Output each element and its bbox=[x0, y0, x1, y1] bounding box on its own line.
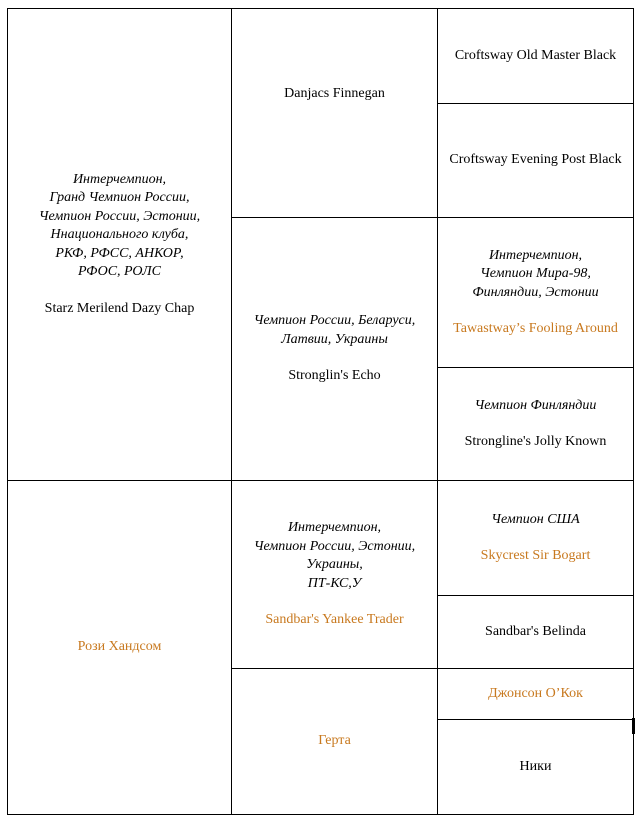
dss-cell bbox=[437, 480, 634, 596]
border-tick-mark bbox=[632, 718, 635, 734]
ddd-name: Ники bbox=[519, 758, 552, 774]
dam-dam-cell bbox=[231, 668, 438, 815]
sds-name: Tawastway’s Fooling Around bbox=[453, 321, 618, 336]
sire-dam-titles: Чемпион России, Беларуси, Латвии, Украины bbox=[253, 313, 416, 347]
sdd-titles: Чемпион Финляндии bbox=[474, 397, 597, 413]
dds-cell bbox=[437, 668, 634, 720]
sire-sire-name: Danjacs Finnegan bbox=[284, 86, 385, 101]
ddd-cell bbox=[437, 719, 634, 815]
sss-name: Croftsway Old Master Black bbox=[454, 47, 617, 63]
sire-titles: Интерчемпион, Гранд Чемпион России, Чемпион России, Эстонии, Ннационального клуба, РКФ, РФСС, АНКОР, РФОС, РОЛС bbox=[38, 171, 201, 280]
sss-cell bbox=[437, 8, 634, 104]
sds-titles: Интерчемпион, Чемпион Мира-98, Финляндии, Эстонии bbox=[472, 247, 599, 300]
dds-name: Джонсон О’Кок bbox=[488, 685, 583, 701]
dss-titles: Чемпион США bbox=[491, 511, 580, 527]
dam-dam-name: Герта bbox=[318, 733, 351, 749]
sdd-name: Strongline's Jolly Known bbox=[464, 434, 607, 449]
ssd-cell bbox=[437, 103, 634, 218]
dsd-name: Sandbar's Belinda bbox=[485, 623, 586, 639]
sire-dam-cell bbox=[231, 217, 438, 481]
ssd-name: Croftsway Evening Post Black bbox=[449, 152, 622, 168]
dsd-cell bbox=[437, 595, 634, 669]
dss-name: Skycrest Sir Bogart bbox=[480, 548, 591, 563]
dam-sire-name: Sandbar's Yankee Trader bbox=[265, 612, 404, 628]
sire-sire-cell bbox=[231, 8, 438, 218]
sire-cell bbox=[7, 8, 232, 481]
dam-cell bbox=[7, 480, 232, 815]
sds-cell bbox=[437, 217, 634, 368]
sire-name: Starz Merilend Dazy Chap bbox=[44, 300, 195, 316]
sire-dam-name: Stronglin's Echo bbox=[288, 368, 381, 384]
sdd-cell bbox=[437, 367, 634, 481]
dam-name: Рози Хандсом bbox=[77, 639, 162, 655]
dam-sire-cell bbox=[231, 480, 438, 669]
dam-sire-titles: Интерчемпион, Чемпион России, Эстонии, Украины, ПТ-КС,У bbox=[253, 520, 416, 591]
